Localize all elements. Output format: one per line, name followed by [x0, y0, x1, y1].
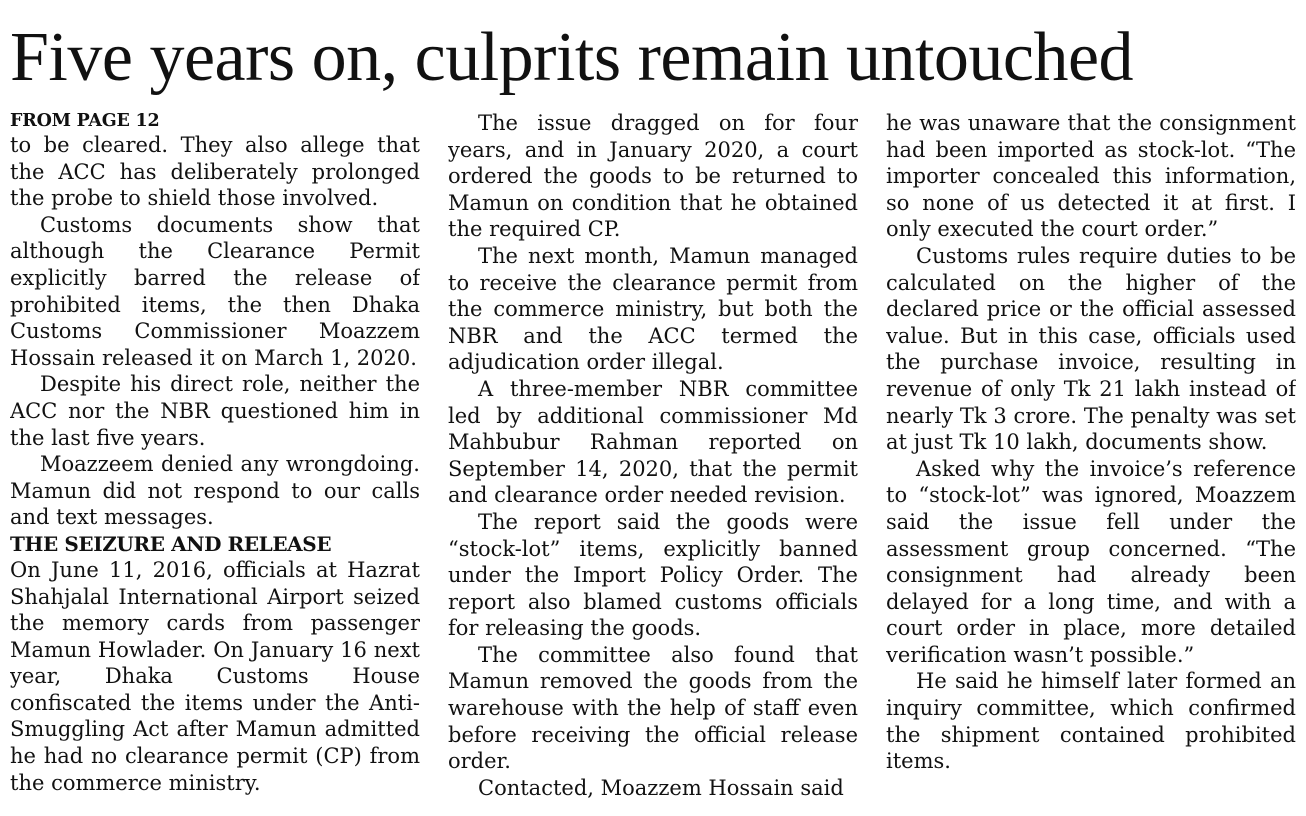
paragraph: A three-member NBR committee led by additional commissioner Md Mahbubur Rahman reported on September 14, 2020, that the permit and clearance order needed revision.: [448, 376, 858, 508]
paragraph: Moazzeem denied any wrongdoing. Mamun did not respond to our calls and text messages.: [10, 452, 420, 530]
paragraph: Contacted, Moazzem Hossain said: [478, 775, 844, 800]
paragraph: Asked why the invoice’s reference to “stock-lot” was ignored, Moazzem said the issue fell under the assessment group concerned. “The consignment had already been delayed for a long time, and with a court order in place, more detailed verification wasn’t possible.”: [886, 456, 1296, 667]
paragraph: He said he himself later formed an inquiry committee, which confirmed the shipment contained prohibited items.: [886, 669, 1296, 774]
article-column-1: [10, 110, 420, 810]
article-column-3: [886, 110, 1296, 810]
paragraph: Customs documents show that although the Clearance Permit explicitly barred the release of prohibited items, the then Dhaka Customs Commissioner Moazzem Hossain released it on March 1, 2020.: [10, 212, 420, 370]
headline: Five years on, culprits remain untouched: [10, 19, 1134, 96]
paragraph: On June 11, 2016, officials at Hazrat Shahjalal International Airport seized the memory cards from passenger Mamun Howlader. On January 16 next year, Dhaka Customs House confiscated the items under the Anti-Smuggling Act after Mamun admitted he had no clearance permit (CP) from the commerce ministry.: [10, 557, 420, 795]
paragraph: The next month, Mamun managed to receive the clearance permit from the commerce ministry, but both the NBR and the ACC termed the adjudication order illegal.: [448, 243, 858, 375]
paragraph: to be cleared. They also allege that the ACC has deliberately prolonged the probe to shield those involved.: [10, 133, 420, 211]
paragraph: The report said the goods were “stock-lot” items, explicitly banned under the Import Policy Order. The report also blamed customs officials for releasing the goods.: [448, 509, 858, 641]
paragraph: The committee also found that Mamun removed the goods from the warehouse with the help of staff even before receiving the official release order.: [448, 642, 858, 774]
article-column-2: [448, 110, 858, 810]
paragraph: The issue dragged on for four years, and in January 2020, a court ordered the goods to be returned to Mamun on condition that he obtained the required CP.: [448, 111, 858, 242]
paragraph: Customs rules require duties to be calculated on the higher of the declared price or the official assessed value. But in this case, officials used the purchase invoice, resulting in revenue of only Tk 21 lakh instead of nearly Tk 3 crore. The penalty was set at just Tk 10 lakh, documents show.: [886, 243, 1296, 455]
paragraph: he was unaware that the consignment had been imported as stock-lot. “The importer concealed this information, so none of us detected it at first. I only executed the court order.”: [886, 111, 1296, 242]
section-subhead: THE SEIZURE AND RELEASE: [10, 531, 332, 556]
paragraph: Despite his direct role, neither the ACC nor the NBR questioned him in the last five years.: [10, 372, 420, 450]
continued-from-kicker: FROM PAGE 12: [10, 111, 160, 131]
